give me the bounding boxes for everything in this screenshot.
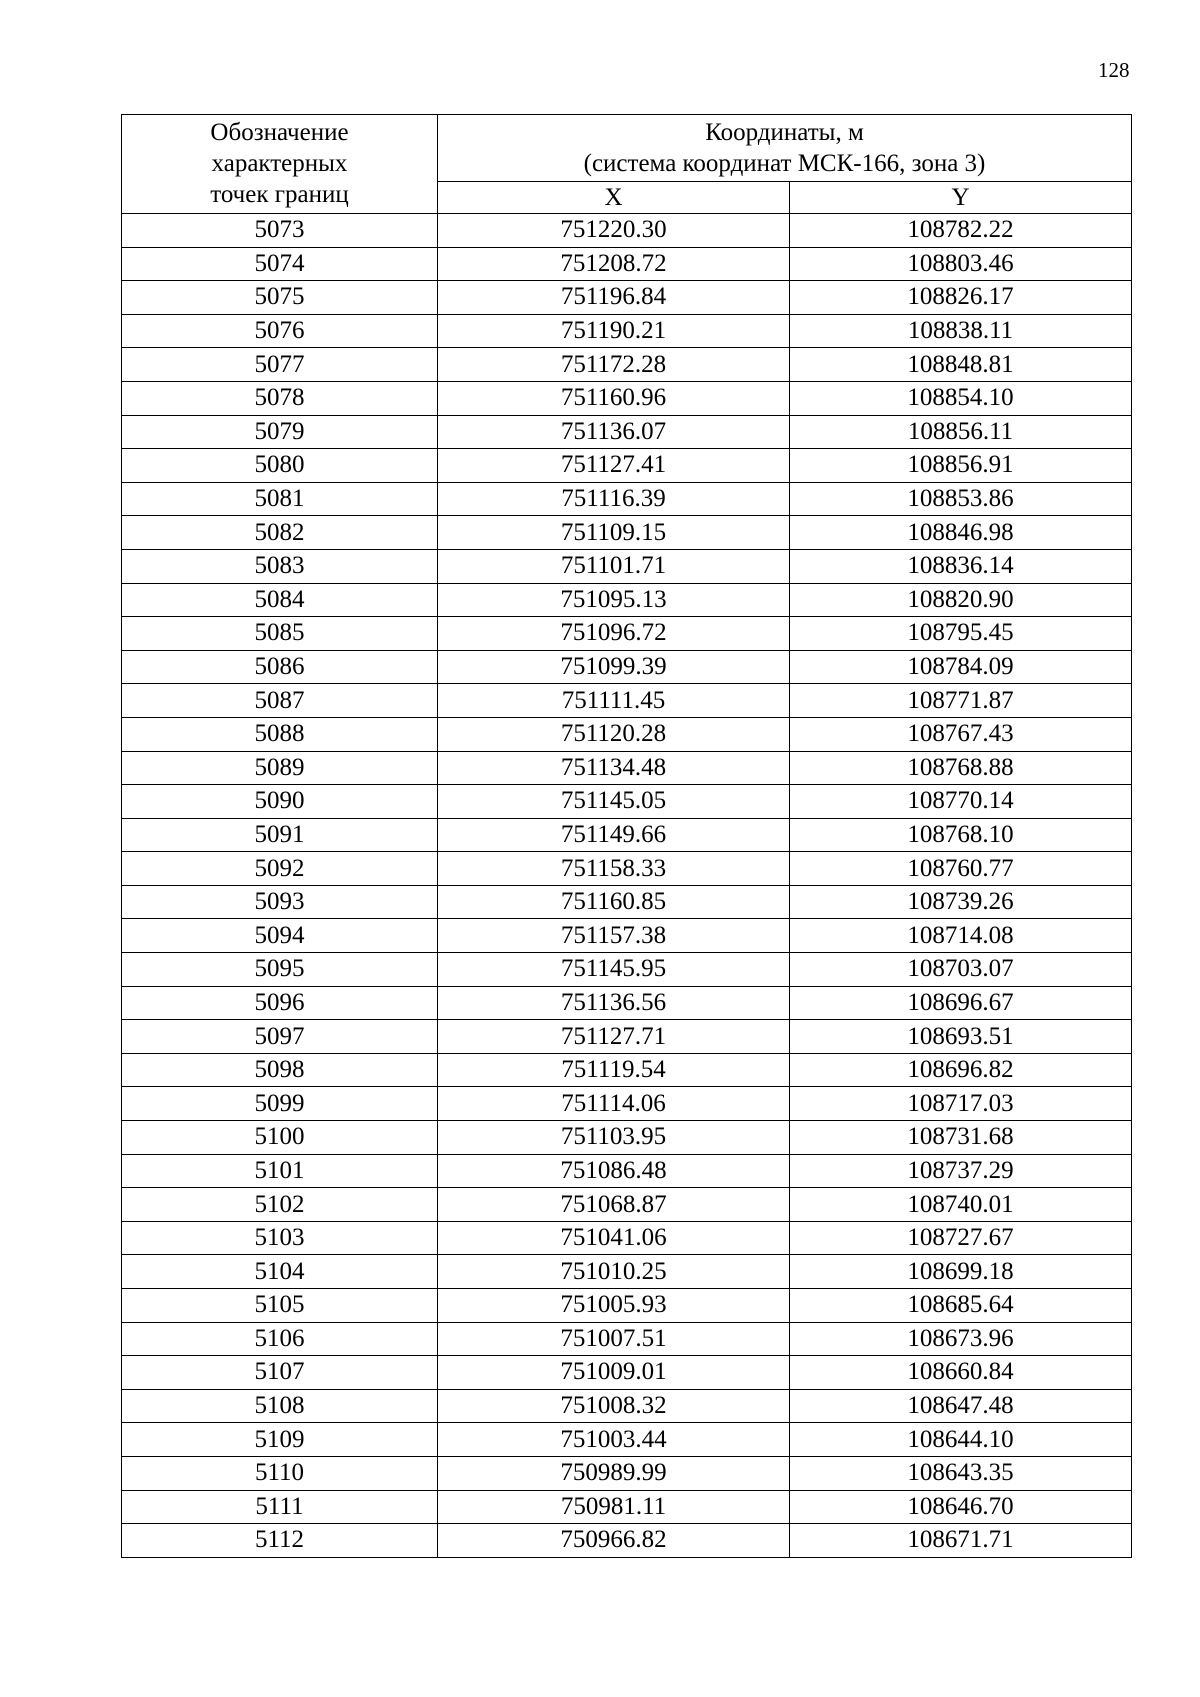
table-row (122, 1255, 1132, 1289)
table-row (122, 281, 1132, 315)
point-cell: 5097 (122, 1020, 438, 1054)
point-header-line-3: точек границ (210, 181, 349, 208)
table-row (122, 617, 1132, 651)
point-cell: 5106 (122, 1322, 438, 1356)
point-column-header (122, 115, 438, 214)
table-row (122, 449, 1132, 483)
point-cell: 5089 (122, 751, 438, 785)
table-row (122, 919, 1132, 953)
y-cell: 108739.26 (790, 885, 1132, 919)
table-body (122, 214, 1132, 1558)
x-cell: 751095.13 (438, 583, 790, 617)
table-row (122, 247, 1132, 281)
x-cell: 751096.72 (438, 617, 790, 651)
table-row (122, 1289, 1132, 1323)
y-cell: 108846.98 (790, 516, 1132, 550)
x-cell: 751101.71 (438, 549, 790, 583)
point-cell: 5085 (122, 617, 438, 651)
y-column-header: Y (790, 182, 1132, 214)
x-cell: 750989.99 (438, 1456, 790, 1490)
x-cell: 751136.07 (438, 415, 790, 449)
table-row (122, 1154, 1132, 1188)
table-row (122, 885, 1132, 919)
table-row (122, 348, 1132, 382)
y-cell: 108685.64 (790, 1289, 1132, 1323)
point-cell: 5104 (122, 1255, 438, 1289)
x-column-header: X (438, 182, 790, 214)
y-cell: 108784.09 (790, 650, 1132, 684)
x-cell: 750981.11 (438, 1490, 790, 1524)
point-cell: 5087 (122, 684, 438, 718)
point-cell: 5086 (122, 650, 438, 684)
point-cell: 5096 (122, 986, 438, 1020)
y-cell: 108643.35 (790, 1456, 1132, 1490)
table-row (122, 381, 1132, 415)
table-row (122, 1020, 1132, 1054)
table-row (122, 1389, 1132, 1423)
y-cell: 108671.71 (790, 1524, 1132, 1558)
x-cell: 751114.06 (438, 1087, 790, 1121)
x-cell: 751160.85 (438, 885, 790, 919)
point-cell: 5103 (122, 1221, 438, 1255)
point-cell: 5095 (122, 953, 438, 987)
table-row (122, 314, 1132, 348)
y-cell: 108768.88 (790, 751, 1132, 785)
coordinates-table (121, 114, 1132, 1558)
table-header (122, 115, 1132, 214)
x-cell: 751172.28 (438, 348, 790, 382)
x-cell: 751158.33 (438, 852, 790, 886)
table-row (122, 1456, 1132, 1490)
point-cell: 5081 (122, 482, 438, 516)
table-row (122, 785, 1132, 819)
table-row (122, 1524, 1132, 1558)
point-cell: 5077 (122, 348, 438, 382)
y-cell: 108838.11 (790, 314, 1132, 348)
table-row (122, 1053, 1132, 1087)
point-header-line-2: характерных (211, 150, 348, 177)
y-cell: 108731.68 (790, 1121, 1132, 1155)
point-cell: 5076 (122, 314, 438, 348)
x-cell: 751111.45 (438, 684, 790, 718)
x-cell: 751003.44 (438, 1423, 790, 1457)
coordinates-column-header (438, 115, 1132, 182)
x-cell: 751119.54 (438, 1053, 790, 1087)
x-cell: 751127.41 (438, 449, 790, 483)
point-header-line-1: Обозначение (210, 119, 349, 146)
point-cell: 5109 (122, 1423, 438, 1457)
point-cell: 5074 (122, 247, 438, 281)
point-cell: 5100 (122, 1121, 438, 1155)
table-row (122, 751, 1132, 785)
table-row (122, 953, 1132, 987)
x-cell: 751109.15 (438, 516, 790, 550)
x-cell: 750966.82 (438, 1524, 790, 1558)
x-cell: 751127.71 (438, 1020, 790, 1054)
point-cell: 5105 (122, 1289, 438, 1323)
table-row (122, 583, 1132, 617)
point-cell: 5082 (122, 516, 438, 550)
y-cell: 108760.77 (790, 852, 1132, 886)
y-cell: 108848.81 (790, 348, 1132, 382)
point-cell: 5090 (122, 785, 438, 819)
y-cell: 108673.96 (790, 1322, 1132, 1356)
table-row (122, 549, 1132, 583)
x-cell: 751007.51 (438, 1322, 790, 1356)
table-row (122, 1322, 1132, 1356)
x-cell: 751086.48 (438, 1154, 790, 1188)
point-cell: 5111 (122, 1490, 438, 1524)
table-row (122, 1423, 1132, 1457)
table-row (122, 986, 1132, 1020)
point-cell: 5078 (122, 381, 438, 415)
y-cell: 108803.46 (790, 247, 1132, 281)
y-cell: 108647.48 (790, 1389, 1132, 1423)
y-cell: 108782.22 (790, 214, 1132, 248)
point-cell: 5107 (122, 1356, 438, 1390)
table-row (122, 1087, 1132, 1121)
y-cell: 108737.29 (790, 1154, 1132, 1188)
table-row (122, 650, 1132, 684)
table-row (122, 684, 1132, 718)
point-cell: 5102 (122, 1188, 438, 1222)
point-cell: 5083 (122, 549, 438, 583)
x-cell: 751010.25 (438, 1255, 790, 1289)
y-cell: 108826.17 (790, 281, 1132, 315)
y-cell: 108768.10 (790, 818, 1132, 852)
page-number: 128 (1098, 58, 1130, 82)
y-cell: 108740.01 (790, 1188, 1132, 1222)
y-cell: 108820.90 (790, 583, 1132, 617)
table-row (122, 415, 1132, 449)
y-cell: 108693.51 (790, 1020, 1132, 1054)
point-cell: 5108 (122, 1389, 438, 1423)
point-cell: 5094 (122, 919, 438, 953)
table-row (122, 1356, 1132, 1390)
x-cell: 751149.66 (438, 818, 790, 852)
point-cell: 5091 (122, 818, 438, 852)
point-cell: 5088 (122, 717, 438, 751)
x-cell: 751005.93 (438, 1289, 790, 1323)
table-row (122, 516, 1132, 550)
point-cell: 5080 (122, 449, 438, 483)
y-cell: 108770.14 (790, 785, 1132, 819)
y-cell: 108660.84 (790, 1356, 1132, 1390)
point-cell: 5110 (122, 1456, 438, 1490)
point-cell: 5092 (122, 852, 438, 886)
point-cell: 5098 (122, 1053, 438, 1087)
y-cell: 108771.87 (790, 684, 1132, 718)
table-row (122, 818, 1132, 852)
x-cell: 751145.05 (438, 785, 790, 819)
point-cell: 5073 (122, 214, 438, 248)
point-cell: 5112 (122, 1524, 438, 1558)
y-cell: 108696.82 (790, 1053, 1132, 1087)
y-cell: 108644.10 (790, 1423, 1132, 1457)
y-cell: 108717.03 (790, 1087, 1132, 1121)
x-cell: 751120.28 (438, 717, 790, 751)
table-row (122, 482, 1132, 516)
coord-header-line-2: (система координат МСК-166, зона 3) (583, 150, 986, 177)
x-cell: 751136.56 (438, 986, 790, 1020)
y-cell: 108703.07 (790, 953, 1132, 987)
coord-header-line-1: Координаты, м (705, 119, 864, 146)
point-cell: 5075 (122, 281, 438, 315)
x-cell: 751068.87 (438, 1188, 790, 1222)
x-cell: 751116.39 (438, 482, 790, 516)
x-cell: 751009.01 (438, 1356, 790, 1390)
point-cell: 5079 (122, 415, 438, 449)
x-cell: 751008.32 (438, 1389, 790, 1423)
x-cell: 751157.38 (438, 919, 790, 953)
table-row (122, 1490, 1132, 1524)
y-cell: 108714.08 (790, 919, 1132, 953)
y-cell: 108856.91 (790, 449, 1132, 483)
y-cell: 108727.67 (790, 1221, 1132, 1255)
point-cell: 5099 (122, 1087, 438, 1121)
table-row (122, 852, 1132, 886)
x-cell: 751145.95 (438, 953, 790, 987)
y-cell: 108836.14 (790, 549, 1132, 583)
x-cell: 751041.06 (438, 1221, 790, 1255)
x-cell: 751208.72 (438, 247, 790, 281)
x-cell: 751160.96 (438, 381, 790, 415)
y-cell: 108646.70 (790, 1490, 1132, 1524)
x-cell: 751220.30 (438, 214, 790, 248)
y-cell: 108767.43 (790, 717, 1132, 751)
y-cell: 108854.10 (790, 381, 1132, 415)
table-row (122, 1221, 1132, 1255)
table-row (122, 214, 1132, 248)
x-cell: 751134.48 (438, 751, 790, 785)
y-cell: 108856.11 (790, 415, 1132, 449)
y-cell: 108696.67 (790, 986, 1132, 1020)
y-cell: 108795.45 (790, 617, 1132, 651)
x-cell: 751190.21 (438, 314, 790, 348)
table-row (122, 1188, 1132, 1222)
table-row (122, 1121, 1132, 1155)
point-cell: 5084 (122, 583, 438, 617)
x-cell: 751196.84 (438, 281, 790, 315)
x-cell: 751099.39 (438, 650, 790, 684)
table-row (122, 717, 1132, 751)
point-cell: 5101 (122, 1154, 438, 1188)
y-cell: 108699.18 (790, 1255, 1132, 1289)
x-cell: 751103.95 (438, 1121, 790, 1155)
point-cell: 5093 (122, 885, 438, 919)
y-cell: 108853.86 (790, 482, 1132, 516)
